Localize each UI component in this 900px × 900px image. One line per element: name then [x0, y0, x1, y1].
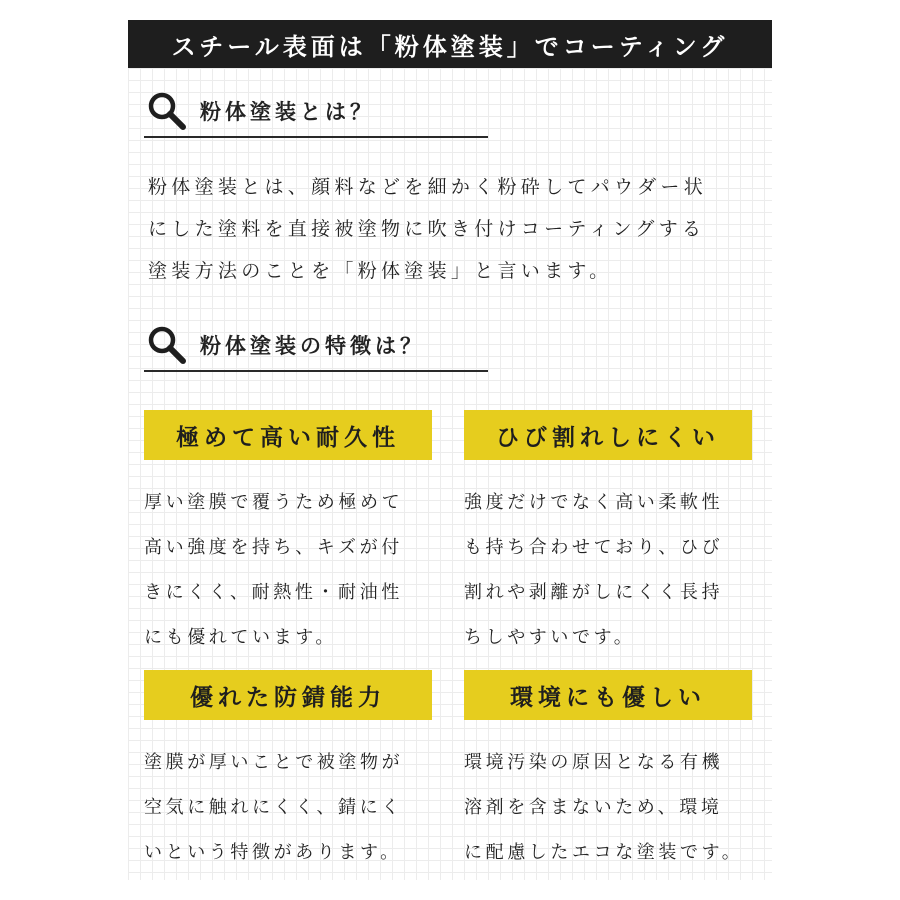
- paragraph-line: 粉体塗装とは、顔料などを細かく粉砕してパウダー状: [148, 176, 708, 198]
- description-line: に配慮したエコな塗装です。: [464, 842, 744, 863]
- feature-label: 極めて高い耐久性: [144, 410, 432, 460]
- feature-description: [464, 740, 754, 875]
- feature-label: 環境にも優しい: [464, 670, 752, 720]
- feature-card-rust-prevention: [144, 670, 434, 875]
- description-line: にも優れています。: [144, 627, 337, 648]
- description-line: きにくく、耐熱性・耐油性: [144, 582, 403, 603]
- section-heading-what-is: [144, 88, 488, 138]
- feature-description: [464, 480, 754, 660]
- description-line: いという特徴があります。: [144, 842, 402, 863]
- banner-title: [128, 20, 772, 68]
- section-heading-features: [144, 322, 488, 372]
- heading-underline: [144, 370, 488, 372]
- feature-card-eco-friendly: [464, 670, 754, 875]
- paragraph-line: にした塗料を直接被塗物に吹き付けコーティングする: [148, 218, 706, 240]
- section-heading-text: 粉体塗装とは？: [200, 100, 375, 124]
- feature-card-crack-resistance: [464, 410, 754, 660]
- description-line: 塗膜が厚いことで被塗物が: [144, 752, 404, 773]
- feature-description: [144, 480, 434, 660]
- feature-description: [144, 740, 434, 875]
- feature-label: 優れた防錆能力: [144, 670, 432, 720]
- description-line: も持ち合わせており、ひび: [464, 537, 724, 558]
- description-line: 割れや剥離がしにくく長持: [464, 582, 724, 603]
- heading-underline: [144, 136, 488, 138]
- section-heading-text: 粉体塗装の特徴は？: [200, 334, 425, 358]
- description-line: 厚い塗膜で覆うため極めて: [144, 492, 404, 513]
- description-line: 環境汚染の原因となる有機: [464, 752, 724, 773]
- description-line: ちしやすいです。: [464, 627, 636, 648]
- feature-card-durability: [144, 410, 434, 660]
- description-line: 強度だけでなく高い柔軟性: [464, 492, 724, 513]
- magnifier-icon: [146, 324, 188, 366]
- description-line: 空気に触れにくく、錆にく: [144, 797, 403, 818]
- description-line: 溶剤を含まないため、環境: [464, 797, 723, 818]
- banner-title-text: スチール表面は「粉体塗装」でコーティング: [171, 32, 729, 61]
- paragraph-line: 塗装方法のことを「粉体塗装」と言います。: [148, 260, 613, 282]
- magnifier-icon: [146, 90, 188, 132]
- feature-label: ひび割れしにくい: [464, 410, 752, 460]
- description-line: 高い強度を持ち、キズが付: [144, 537, 403, 558]
- intro-paragraph: [148, 166, 768, 292]
